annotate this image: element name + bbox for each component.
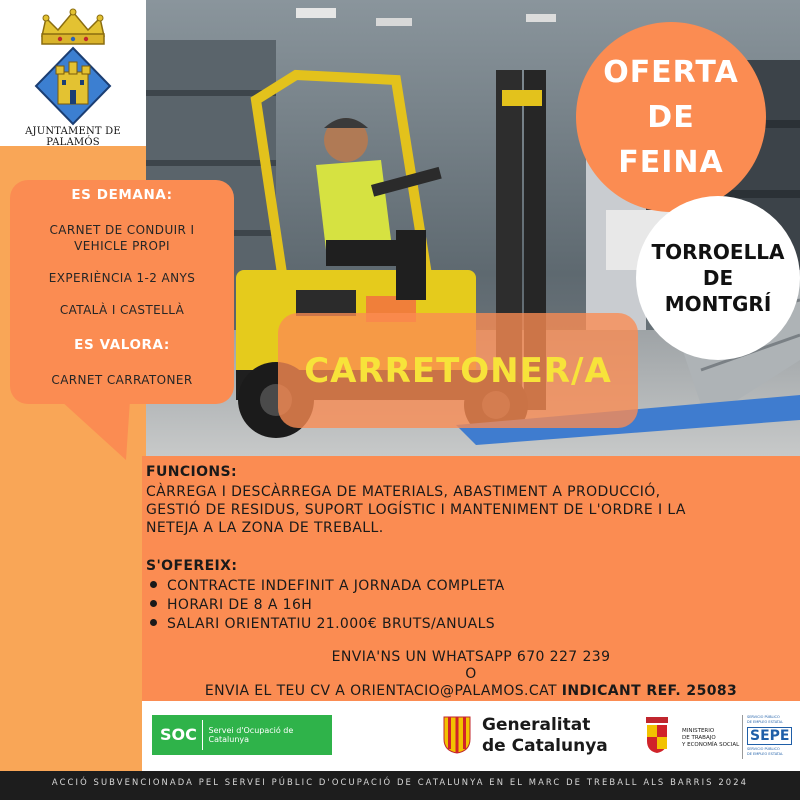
sepe-top-line1: SERVICIO PÚBLICO bbox=[747, 715, 780, 719]
list-item: CONTRACTE INDEFINIT A JORNADA COMPLETA bbox=[146, 577, 505, 596]
functions-line-1: CÀRREGA I DESCÀRREGA DE MATERIALS, ABASTIMENT A PRODUCCIÓ, bbox=[146, 484, 661, 500]
speech-bubble-tail bbox=[60, 400, 130, 462]
offer-heading: S'OFEREIX: bbox=[146, 558, 238, 574]
badge-line-3: FEINA bbox=[618, 144, 724, 180]
generalitat-name-line2: de Catalunya bbox=[482, 736, 608, 756]
job-offer-badge bbox=[576, 22, 766, 212]
valued-item: CARNET CARRATONER bbox=[51, 373, 193, 387]
generalitat-emblem-icon bbox=[442, 715, 472, 755]
contact-email-line bbox=[142, 683, 800, 700]
requirements-heading: ES DEMANA: bbox=[71, 187, 173, 203]
requirement-languages: CATALÀ I CASTELLÀ bbox=[59, 303, 185, 317]
functions-line-3: NETEJA A LA ZONA DE TREBALL. bbox=[146, 520, 384, 536]
contact-or: O bbox=[465, 666, 477, 682]
contact-email: ENVIA EL TEU CV A ORIENTACIO@PALAMOS.CAT bbox=[204, 683, 557, 699]
badge-line-2: DE bbox=[647, 99, 695, 135]
list-item: HORARI DE 8 A 16H bbox=[146, 596, 505, 615]
location-badge bbox=[636, 196, 800, 360]
contact-reference: INDICANT REF. 25083 bbox=[561, 683, 738, 699]
requirement-license-line2: VEHICLE PROPI bbox=[74, 239, 170, 253]
soc-abbreviation: SOC bbox=[152, 720, 203, 750]
sepe-wordmark: SEPE bbox=[747, 727, 792, 745]
footer-funding-note: ACCIÓ SUBVENCIONADA PEL SERVEI PÚBLIC D'OCUPACIÓ DE CATALUNYA EN EL MARC DE TREBALL ALS BARRIS 2024 bbox=[51, 777, 749, 787]
requirement-experience: EXPERIÈNCIA 1-2 ANYS bbox=[48, 271, 196, 285]
job-title: CARRETONER/A bbox=[304, 350, 612, 391]
palamos-coat-of-arms-icon bbox=[28, 6, 118, 126]
ministerio-line2: DE TRABAJO bbox=[682, 735, 716, 741]
municipality-name: AJUNTAMENT DE PALAMÓS bbox=[25, 126, 121, 148]
job-details bbox=[142, 456, 800, 701]
logo-area bbox=[0, 0, 146, 146]
sepe-bottom-line2: DE EMPLEO ESTATAL bbox=[747, 752, 784, 756]
generalitat-name-line1: Generalitat bbox=[482, 715, 591, 735]
functions-heading: FUNCIONS: bbox=[146, 464, 238, 480]
spanish-coat-of-arms-icon bbox=[642, 715, 672, 755]
functions-line-2: GESTIÓ DE RESIDUS, SUPORT LOGÍSTIC I MANTENIMENT DE L'ORDRE I LA bbox=[146, 502, 686, 518]
offer-list bbox=[146, 577, 505, 634]
requirements-card bbox=[10, 180, 234, 404]
location-line-1: TORROELLA bbox=[651, 240, 785, 264]
location-line-2: DE bbox=[702, 266, 734, 290]
requirement-license-line1: CARNET DE CONDUIR I bbox=[49, 223, 195, 237]
list-item: SALARI ORIENTATIU 21.000€ BRUTS/ANUALS bbox=[146, 615, 505, 634]
sponsor-logos bbox=[142, 701, 800, 771]
sepe-bottom-line1: SERVICIO PÚBLICO bbox=[747, 747, 780, 751]
badge-line-1: OFERTA bbox=[603, 54, 739, 90]
ministerio-line1: MINISTERIO bbox=[682, 728, 715, 734]
job-title-banner bbox=[278, 313, 638, 428]
sepe-logo bbox=[742, 715, 792, 759]
location-line-3: MONTGRÍ bbox=[664, 292, 772, 316]
sepe-top-line2: DE EMPLEO ESTATAL bbox=[747, 720, 784, 724]
valued-heading: ES VALORA: bbox=[74, 337, 170, 353]
contact-whatsapp: ENVIA'NS UN WHATSAPP 670 227 239 bbox=[331, 649, 611, 665]
soc-logo bbox=[152, 715, 332, 755]
soc-name: Servei d'Ocupació de Catalunya bbox=[208, 726, 294, 744]
ministerio-line3: Y ECONOMÍA SOCIAL bbox=[682, 742, 740, 748]
